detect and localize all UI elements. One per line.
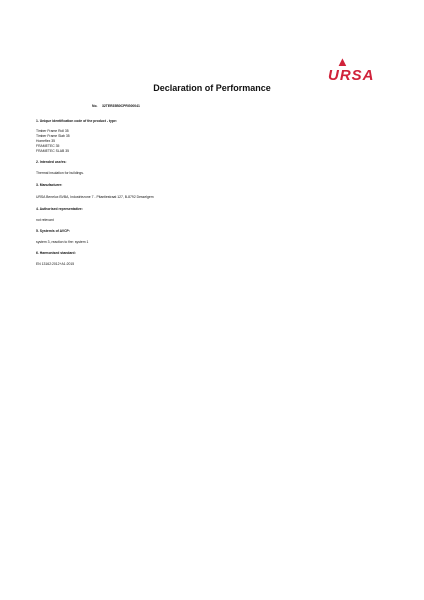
section-4-title: 4. Authorised representative: [36,207,83,211]
ursa-logo [322,54,380,84]
logo-wordmark: URSA [328,67,375,84]
section-4-text: not relevant [36,218,54,222]
doc-number: 32TER35B0CPRG00041 [102,104,140,108]
section-3-text: URSA Benelux BVBA, Industriezone 7 - Pitantiestraat 127, B-8792 Desselgem [36,195,154,199]
section-3-title: 3. Manufacturer: [36,183,63,187]
product-line: Timber Frame Slab 35 [36,134,70,138]
section-2-title: 2. Intended use/es: [36,160,67,164]
page-title: Declaration of Performance [153,83,271,93]
product-line: FRAMETEC SLAB 35 [36,149,69,153]
section-6-text: EN 13162:2012+A1:2015 [36,262,75,266]
polar-bear-icon: ▲ [336,54,349,69]
product-line: Homeflex 35 [36,139,56,143]
product-line: Timber Frame Roll 35 [36,129,69,133]
section-5-text: system 3, reaction to fire: system 1 [36,240,89,244]
section-1-title: 1. Unique identification code of the product - type: [36,119,117,123]
product-line: FRAMETEC 35 [36,144,60,148]
section-2-text: Thermal insulation for buildings. [36,171,84,175]
section-6-title: 6. Harmonised standard: [36,251,76,255]
section-5-title: 5. System/s of AVCP: [36,229,70,233]
doc-number-label: No. [92,104,98,108]
